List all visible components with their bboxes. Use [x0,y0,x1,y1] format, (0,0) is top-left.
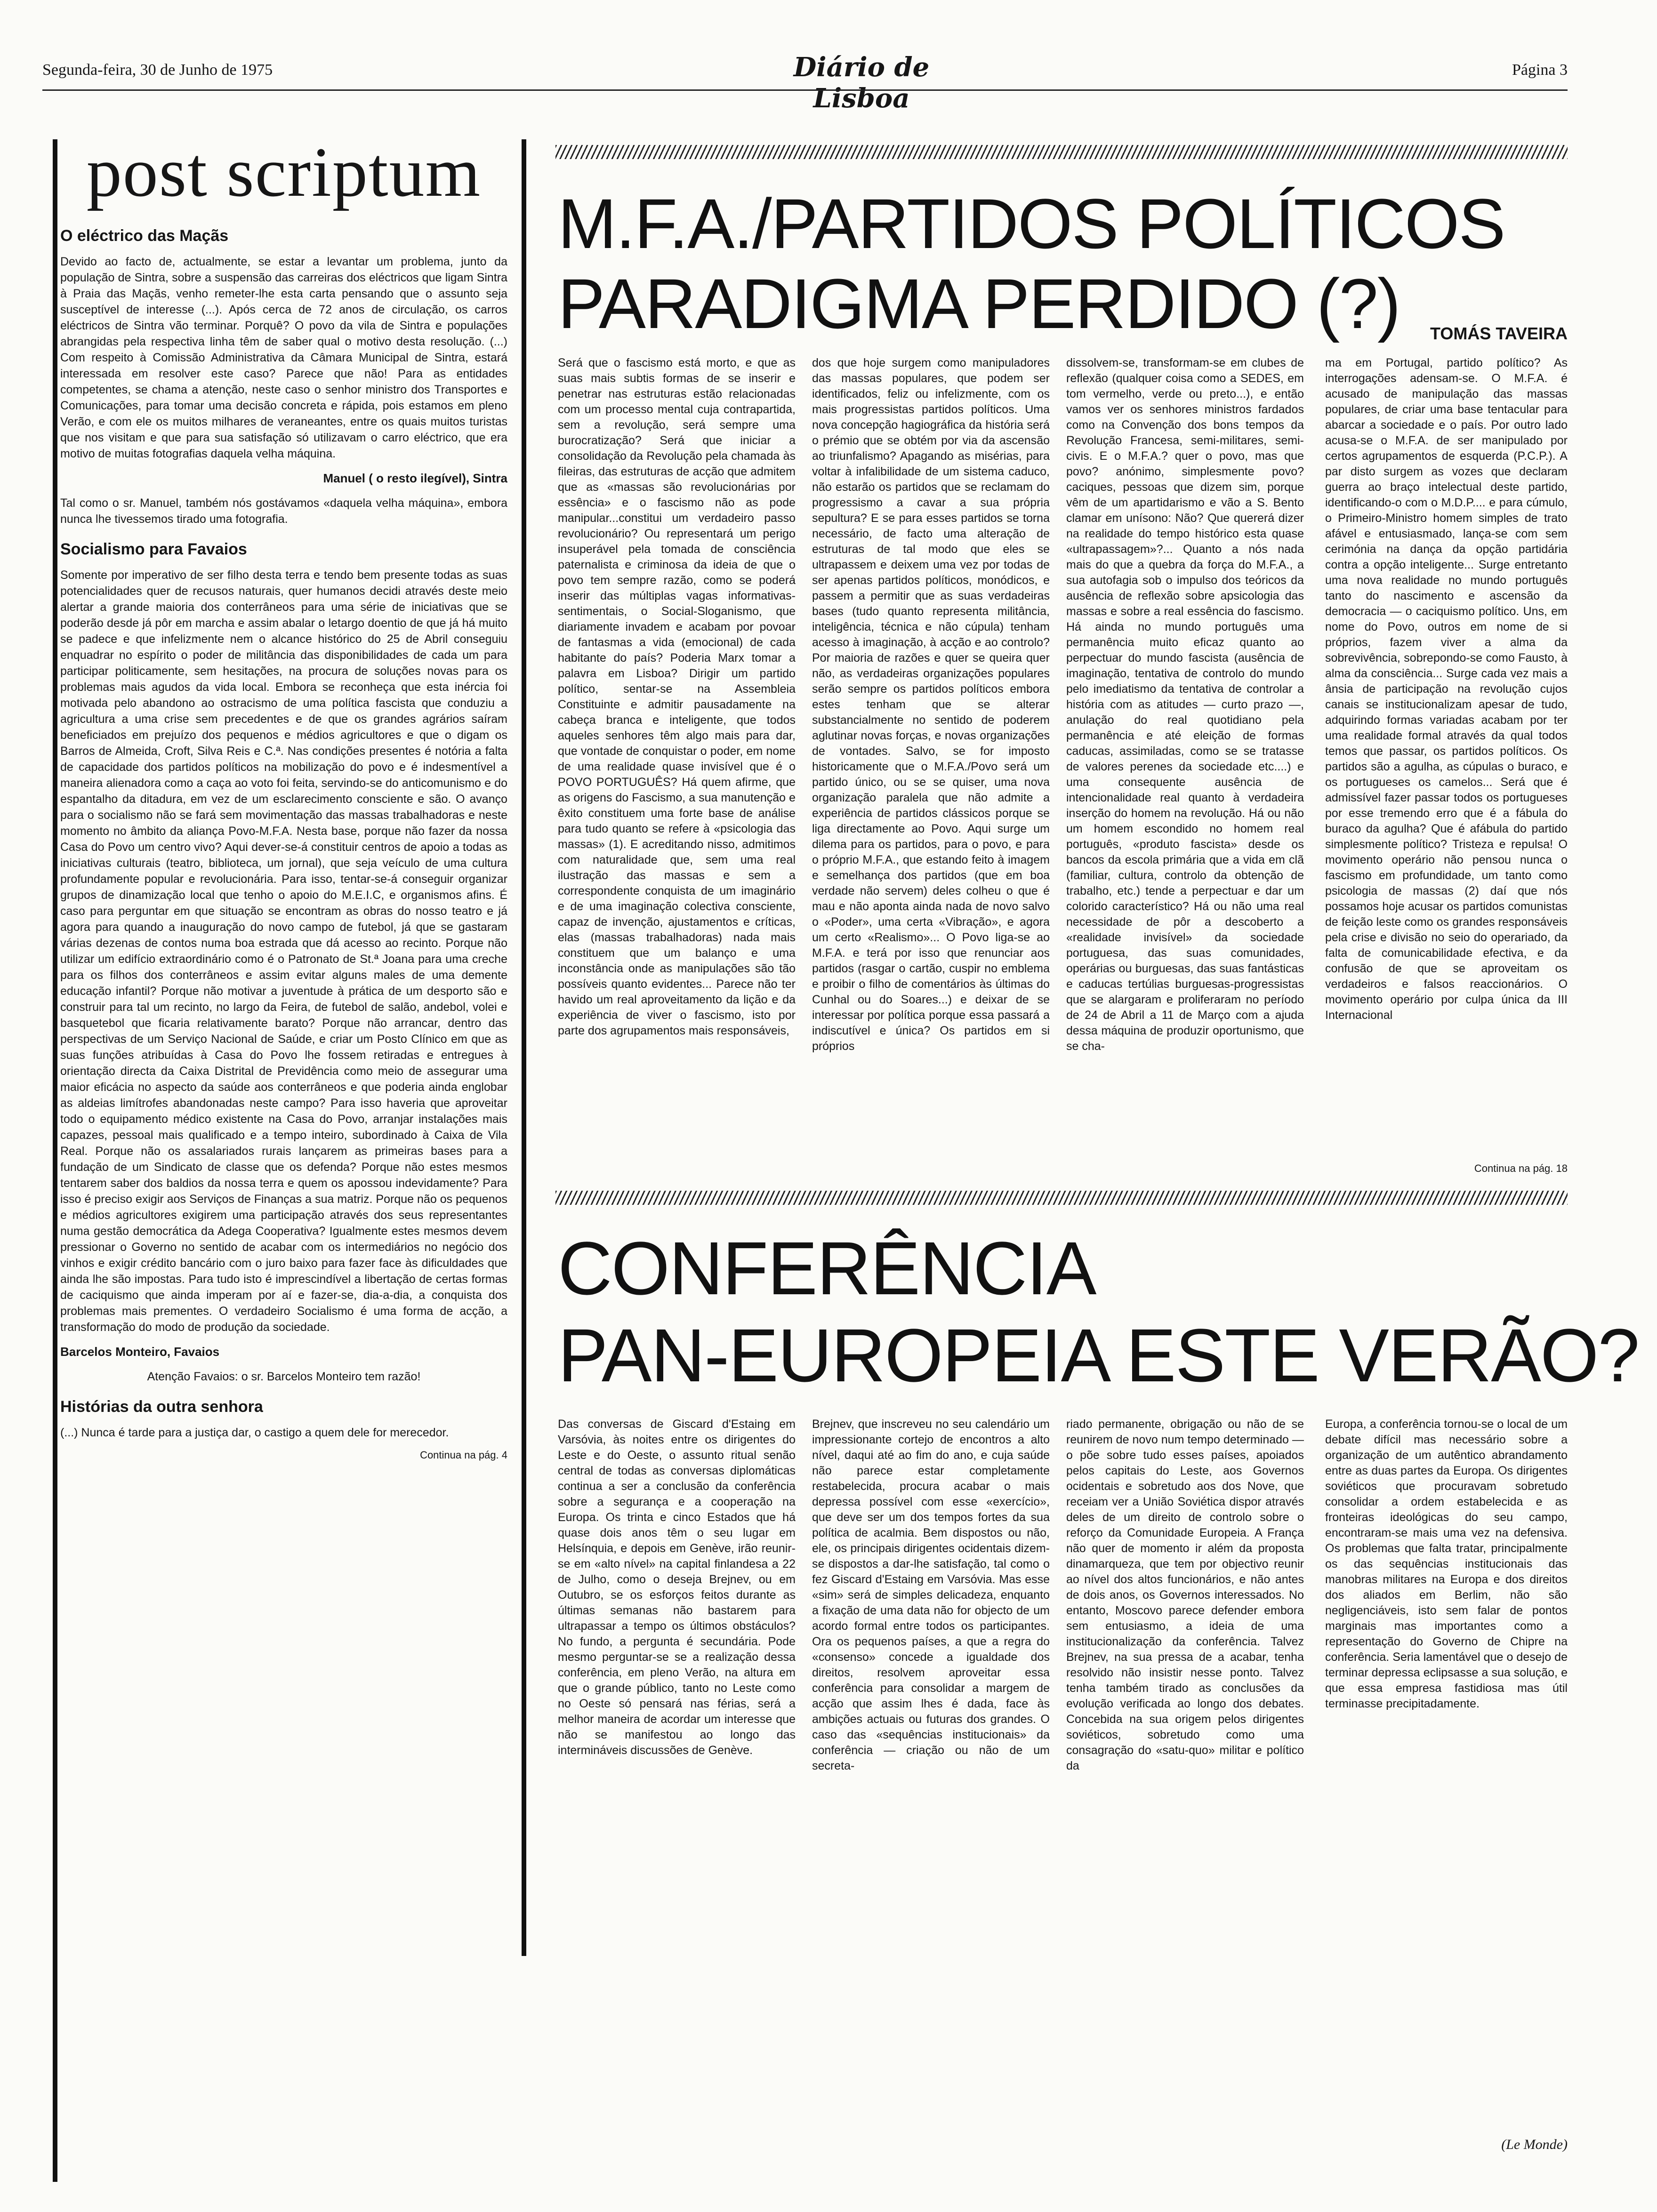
newspaper-title: Diário de Lisboa [793,52,930,114]
continued-note: Continua na pág. 18 [1474,1162,1568,1174]
article-column: Será que o fascismo está morto, e que as suas mais subtis formas de se inserir e penetrar nas estruturas estão relacionadas com um processo mental cuja contrapartida, sem a revolução, será sempre uma burocratização? Será que iniciar a consolidação da Revolução pela chamada às fileiras, das estruturas de acção que admitem que as «massas são revolucionárias por essência» e o fascismo não as pode manipular...constitui um verdadeiro passo revolucionário? Ou representará um perigo insuperável pela tomada de consciência paternalista e criminosa da ideia de que o povo tem sempre razão, como se poderá inserir das múltiplas vagas informativas-sentimentais, o Social-Sloganismo, que diariamente invadem e acabam por povoar de fantasmas a vida (emocional) de cada habitante do país? Poderia Marx tomar a palavra em Lisboa? Dirigir um partido político, sentar-se na Assembleia Constituinte e admitir pausadamente na cabeça branca e inteligente, que todos aqueles senhores têm algo mais para dar, que vontade de conquistar o poder, em nome de uma realidade quase invisível que é o POVO PORTUGUÊS? Há quem afirme, que as origens do Fascismo, a sua manutenção e êxito constituem uma forte base de análise para tudo quanto se refere à «psicologia das massas» (1). E acreditando nisso, admitimos com naturalidade que, sem uma real ilustração das massas e sem a correspondente conquista de um imaginário e de uma imaginação colectiva consciente, capaz de invenção, ajustamentos e críticas, elas (massas trabalhadoras) nada mais constituem que um balanço e uma inconstância onde as manipulações são tão possíveis quanto evidentes... Parece não ter havido um real aproveitamento da lição e da experiência de viver o fascismo, isto por parte dos agrupamentos mais responsáveis, [558,356,796,1037]
letter-heading: O eléctrico das Maçãs [60,227,229,245]
article-headline: PAN-EUROPEIA ESTE VERÃO? [558,1313,1639,1397]
left-column-bar [53,139,57,2182]
letter-signature: Manuel ( o resto ilegível), Sintra [323,471,507,485]
article-column: riado permanente, obrigação ou não de se reunirem de novo num tempo determinado — o põe sobre tudo esses países, apoiados pelos capitais do Leste, aos Governos ocidentais e sobretudo aos dos Nove, que receiam ver a União Soviética dispor através deles de um direito de controlo sobre o reforço da Comunidade Europeia. A França não quer de momento ir além da proposta dinamarqueza, que tem por objectivo reunir ao nível dos altos funcionários, e não antes de dois anos, os Governos interessados. No entanto, Moscovo parece defender embora sem entusiasmo, a ideia de uma institucionalização da conferência. Talvez Brejnev, na sua pressa de a acabar, tenha resolvido não insistir nesse ponto. Talvez tenha também tirado as conclusões da evolução verificada ao longo dos debates. Concebida na sua origem pelos dirigentes soviéticos, sobretudo como uma consagração do «satu-quo» militar e político da [1066,1418,1304,1772]
letter-body: Somente por imperativo de ser filho desta terra e tendo bem presente todas as suas potencialidades quer de recusos naturais, quer humanos decidi através deste meio alertar a grande maioria dos conterrâneos para uma série de iniciativas que se poderão desde já pôr em marcha e assim abalar o letargo doentio de que já há muito se padece e que infelizmente nem o alcance histórico do 25 de Abril conseguiu enquadrar no espírito o poder de militância das disponibilidades de cada um para participar politicamente, sem hesitações, na procura de soluções novas para os problemas mais agudos da vida local. Embora se reconheça que esta inércia foi motivada pelo abandono ao ostracismo de uma política fascista que conduziu a agricultura a uma crise sem precedentes e de que os grandes agrários saíram beneficiados em prejuízo dos pequenos e médios agricultores e que o digam os Barros de Almeida, Croft, Silva Reis e C.ª. Nas condições presentes é notória a falta de capacidade dos partidos políticos na mobilização do povo e é indesmentível a maneira alienadora como a caça ao voto foi feita, servindo-se do anticomunismo e do espantalho da ditadura, em vez de um esclarecimento consciente e são. O avanço para o socialismo não se fará sem movimentação das massas trabalhadoras e neste momento no âmbito da aliança Povo-M.F.A. Nesta base, porque não fazer da nossa Casa do Povo um centro vivo? Aqui dever-se-á constituir centros de apoio a todas as iniciativas culturais (teatro, biblioteca, um jornal), que seja veículo de uma cultura profundamente popular e revolucionária. Para isso, tentar-se-á conseguir organizar grupos de dinamização local que tenho o apoio do M.E.I.C, e organismos afins. É caso para perguntar em que situação se encontram as obras do nosso teatro e já agora para quando a inauguração do novo campo de futebol, já que se gastaram várias dezenas de contos numa boa estrada que dá acesso ao recinto. Porque não utilizar um edifício extraordinário como é o Patronato de St.ª Joana para uma creche para os filhos dos conterrâneos e assim evitar alguns males de uma demente educação infantil? Porque não motivar a juventude à prática de um desporto são e construir para tal um recinto, no largo da Feira, de futebol de salão, andebol, volei e basquetebol que ficaria relativamente barato? Porque não arrancar, dentro das perspectivas de um Serviço Nacional de Saúde, e criar um Posto Clínico em que as suas funções atribuídas à Casa do Povo lhe fossem retiradas e entregues à orientação directa da Caixa Distrital de Previdência como meio de assegurar uma maior eficácia no aspecto da saúde aos conterrâneos e que poderia ainda englobar as aldeias limítrofes abandonadas neste campo? Para isso haveria que aproveitar todo o equipamento médico existente na Casa do Povo, arranjar instalações mais capazes, pessoal mais qualificado e a tempo inteiro, subordinado à Caixa de Vila Real. Porque não os assalariados rurais lançarem as primeiras bases para a fundação de um Sindicato de classe que os defenda? Porque não estes mesmos tentarem saber dos baldios da nossa terra e quem os apossou indevidamente? Para isso é preciso exigir aos Serviços de Finanças a sua matriz. Porque não os pequenos e médios agricultores exigirem uma participação através dos seus representantes numa gestão democrática da Adega Cooperativa? Igualmente estes mesmos devem pressionar o Governo no sentido de acabar com os intermediários no negócio dos vinhos e exigir crédito bancário com o juro baixo para fazer face às dificuldades que ainda lhe são impostas. Para tudo isto é imprescindível a libertação de certas formas de caciquismo que ainda imperam por aí e fazer-se, dia-a-dia, a conquista dos problemas mais prementes. O verdadeiro Socialismo é uma forma de acção, a transformação do modo de produção da sociedade. [60,569,507,1334]
article-headline: CONFERÊNCIA [558,1226,1096,1310]
column-divider [522,139,526,1956]
article-column: Das conversas de Giscard d'Estaing em Varsóvia, às noites entre os dirigentes do Leste e do Oeste, o assunto ritual senão central de todas as conversas diplomáticas continua a ser a conclusão da conferência sobre a segurança e a cooperação na Europa. Os trinta e cinco Estados que há quase dois anos têm o seu lugar em Helsínquia, e depois em Genève, irão reunir-se em «alto nível» na capital finlandesa a 22 de Julho, como o deseja Brejnev, ou em Outubro, se os esforços feitos durante as últimas semanas não bastarem para ultrapassar a tempo os últimos obstáculos? No fundo, a pergunta é secundária. Pode mesmo perguntar-se se a realização dessa conferência, em pleno Verão, na altura em que o grande público, tanto no Leste como no Oeste só pensará nas férias, será a melhor maneira de acordar um interesse que não se manifestou ao longo das intermináveis discussões de Genève. [558,1418,796,1757]
post-scriptum-column [60,132,507,2188]
letter-heading: Socialismo para Favaios [60,540,247,558]
article-column: ma em Portugal, partido político? As interrogações adensam-se. O M.F.A. é acusado de manipulação das massas populares, de criar uma base tentacular para abarcar a sociedade e o país. Por outro lado acusa-se o M.F.A. de ser manipulado por certos agrupamentos de esquerda (P.C.P.). A par disto surgem as vozes que declaram guerra ao braço intelectual deste partido, identificando-o com o M.D.P.... e para cúmulo, o Primeiro-Ministro homem simples de trato afável e entusiasmado, lança-se com sem cerimónia na dança da opção partidária contra a opção inteligente... Surge entretanto uma nova realidade no mundo português tanto do nascimento e ascensão da democracia — o caciquismo político. Uns, em nome do Povo, outros em nome de si próprios, fazem viver a alma da sobrevivência, sobrepondo-se como Fausto, à alma da consciência... Surge cada vez mais a ânsia de participação na revolução cujos canais se institucionalizam apesar de tudo, adquirindo formas variadas acabam por ter uma realidade formal através da qual todos temos que passar, os partidos políticos. Os partidos são a agulha, as cúpulas o buraco, e os portugueses os camelos... Será que é admissível fazer passar todos os portugueses por esse tremendo erro que é a fábula do buraco da agulha? Que é afábula do partido simplesmente político? Tristeza e repulsa! O movimento operário não pensou nunca o fascismo em profundidade, um tanto como psicologia de massas (2) daí que nós possamos hoje acusar os partidos comunistas de feição leste como os grandes responsáveis pela crise e divisão no seio do operariado, da falta de comunicabilidade efectiva, e da confusão de que se aproveitam os verdadeiros e falsos reaccionários. O movimento operário por culpa única da III Internacional [1325,356,1568,1022]
masthead-rule [42,89,1568,91]
hatched-rule [555,145,1568,159]
letter-body: (...) Nunca é tarde para a justiça dar, o castigo a quem dele for merecedor. [60,1426,449,1439]
letter-heading: Histórias da outra senhora [60,1398,263,1416]
article-headline: M.F.A./PARTIDOS POLÍTICOS [558,184,1505,263]
article-author: TOMÁS TAVEIRA [1430,324,1568,343]
article-headline: PARADIGMA PERDIDO (?) [558,264,1400,343]
letter-signature: Barcelos Monteiro, Favaios [60,1345,220,1359]
editor-note: Atenção Favaios: o sr. Barcelos Monteiro tem razão! [147,1370,421,1383]
hatched-rule [555,1191,1568,1205]
issue-date: Segunda-feira, 30 de Junho de 1975 [42,61,273,79]
article-column: Brejnev, que inscreveu no seu calendário um impressionante cortejo de encontros a alto nível, daqui até ao fim do ano, e cuja saúde não parece estar completamente restabelecida, procura acabar o mais depressa possível com esse «exercício», que deve ser um dos tempos fortes da sua política de acalmia. Bem dispostos ou não, ele, os principais dirigentes ocidentais dizem-se dispostos a dar-lhe satisfação, tal como o fez Giscard d'Estaing em Varsóvia. Mas esse «sim» será de simples delicadeza, enquanto a fixação de uma data não for objecto de um acordo formal entre todos os participantes. Ora os pequenos países, a que a regra do «consenso» concede a igualdade dos direitos, resolvem aproveitar essa conferência para consolidar a margem de acção que assim lhes é dada, face às ambições actuais ou futuras dos grandes. O caso das «sequências institucionais» da conferência — criação ou não de um secreta- [812,1418,1050,1772]
article-column: dos que hoje surgem como manipuladores das massas populares, que podem ser identificados, feliz ou infelizmente, com os mais progressistas partidos políticos. Uma nova concepção hagiográfica da história será o prémio que se obtém por via da ascensão ao triunfalismo? Apagando as misérias, para voltar à infalibilidade de um sistema caduco, não estarão os partidos que se reclamam do progressismo a cavar a sua própria sepultura? E se para esses partidos se torna necessário, de facto uma alteração de estruturas de tal modo que eles se ultrapassem e deixem uma vez por todas de ser apenas partidos políticos, monódicos, e passem a permitir que as suas verdadeiras bases (tudo quanto representa militância, inteligência, técnica e não cúpula) tenham acesso à imaginação, à acção e ao controlo? Por maioria de razões e quer se queira quer não, as verdadeiras organizações populares serão sempre os partidos políticos embora estes tenham que se alterar substancialmente no sentido de poderem aglutinar novas forças, e novas organizações de vontades. Salvo, se for imposto historicamente que o M.F.A./Povo será um partido único, ou se se quiser, uma nova organização paralela que não admite a experiência de partidos clássicos porque se liga directamente ao Povo. Aqui surge um dilema para os partidos, para o povo, e para o próprio M.F.A., que estando feito à imagem e semelhança dos partidos (que em boa verdade não servem) deles colheu o que é mau e não aponta ainda nada de novo salvo o «Poder», uma certa «Vibração», e agora um certo «Realismo»... O Povo liga-se ao M.F.A. e terá por isso que renunciar aos partidos (rasgar o cartão, cuspir no emblema e proibir o filho de comentários às últimas do Cunhal ou do Soares...) e deixar de se interessar por política porque essa passará a indiscutível e única? Os partidos em si próprios [812,356,1050,1053]
section-title: post scriptum [86,133,482,211]
article-column: Europa, a conferência tornou-se o local de um debate difícil mas necessário sobre a organização de um autêntico abrandamento entre as duas partes da Europa. Os dirigentes soviéticos que procuravam sobretudo consolidar a ordem estabelecida e as fronteiras ideológicas do seu campo, encontraram-se mais uma vez na defensiva. Os problemas que falta tratar, principalmente os das sequências institucionais das manobras militares na Europa e dos direitos dos aliados em Berlim, não são negligenciáveis, isto sem falar de pontos marginais mas importantes como a representação do Governo de Chipre na conferência. Seria lamentável que o desejo de terminar depressa eclipsasse a sua solução, e que essa empresa fastidiosa mas útil terminasse precipitadamente. [1325,1418,1568,1710]
page-number: Página 3 [1512,61,1568,79]
masthead [42,52,1568,114]
article-source: (Le Monde) [1501,2137,1568,2152]
continued-note: Continua na pág. 4 [420,1449,507,1461]
editor-note: Tal como o sr. Manuel, também nós gostávamos «daquela velha máquina», embora nunca lhe tivessemos tirado uma fotografia. [60,497,507,526]
letter-body: Devido ao facto de, actualmente, se estar a levantar um problema, junto da população de Sintra, sobre a suspensão das carreiras dos eléctricos que ligam Sintra à Praia das Maçãs, venho remeter-lhe esta carta pensando que o assunto seja susceptível de interesse (...). Após cerca de 72 anos de circulação, os carros eléctricos de Sintra vão terminar. Porquê? O povo da vila de Sintra e populações abrangidas pela respectiva linha têm de saber qual o motivo desta resolução. (...) Com respeito à Comissão Administrativa da Câmara Municipal de Sintra, estará interessada em resolver este caso? Parece que não! Para as entidades competentes, se chama a atenção, neste caso o senhor ministro dos Transportes e Comunicações, para tomar uma decisão concreta e rápida, pois estamos em pleno Verão, e com ele os muitos milhares de veraneantes, entre os quais muitos turistas que nos visitam e que para sua satisfação só utilizavam o carro eléctrico, que era motivo de muitas fotografias daquela velha máquina. [60,255,507,460]
article-column: dissolvem-se, transformam-se em clubes de reflexão (qualquer coisa como a SEDES, em tom vermelho, verde ou preto...), e então vamos ver os senhores ministros fardados como na Convenção dos bons tempos da Revolução Francesa, semi-militares, semi-civis. E o M.F.A.? quer o povo, mas que povo? anónimo, simplesmente povo? caciques, pessoas que dizem sim, porque vêm de um apartidarismo e vão a S. Bento clamar em unísono: Não? Que quererá dizer na realidade do tempo histórico esta quase «ultrapassagem»?... Quanto a nós nada mais do que a quebra da força do M.F.A., a sua autofagia sob o impulso dos teóricos da ausência de reflexão sobre apsicologia das massas e sobre a real essência do fascismo. Há ainda no mundo português uma permanência muito eficaz quanto ao perpectuar do mundo fascista (ausência de imaginação, tentativa de controlo do mundo pelo imediatismo da tentativa de controlar a história com as atitudes — curto prazo —, anulação do real quotidiano pela permanência e até eleição de formas caducas, assimiladas, como se se tratasse de valores perenes da sociedade etc....) e uma consequente ausência de intencionalidade real quanto à verdadeira inserção do homem na revolução. Há ou não um homem escondido no homem real português, «produto fascista» desde os bancos da escola primária que a vida em clã (familiar, cultura, controlo da obtenção de trabalho, etc.) tende a perpectuar e dar um colorido característico? Há ou não uma real necessidade de pôr a descoberto a «realidade invisível» da sociedade portuguesa, das suas comunidades, operárias ou burguesas, das suas fantásticas e caducas tertúlias burguesas-progressistas que se alargaram e proliferaram no período de 24 de Abril a 11 de Março com a ajuda dessa máquina de produzir oportunismo, que se cha- [1066,356,1304,1053]
